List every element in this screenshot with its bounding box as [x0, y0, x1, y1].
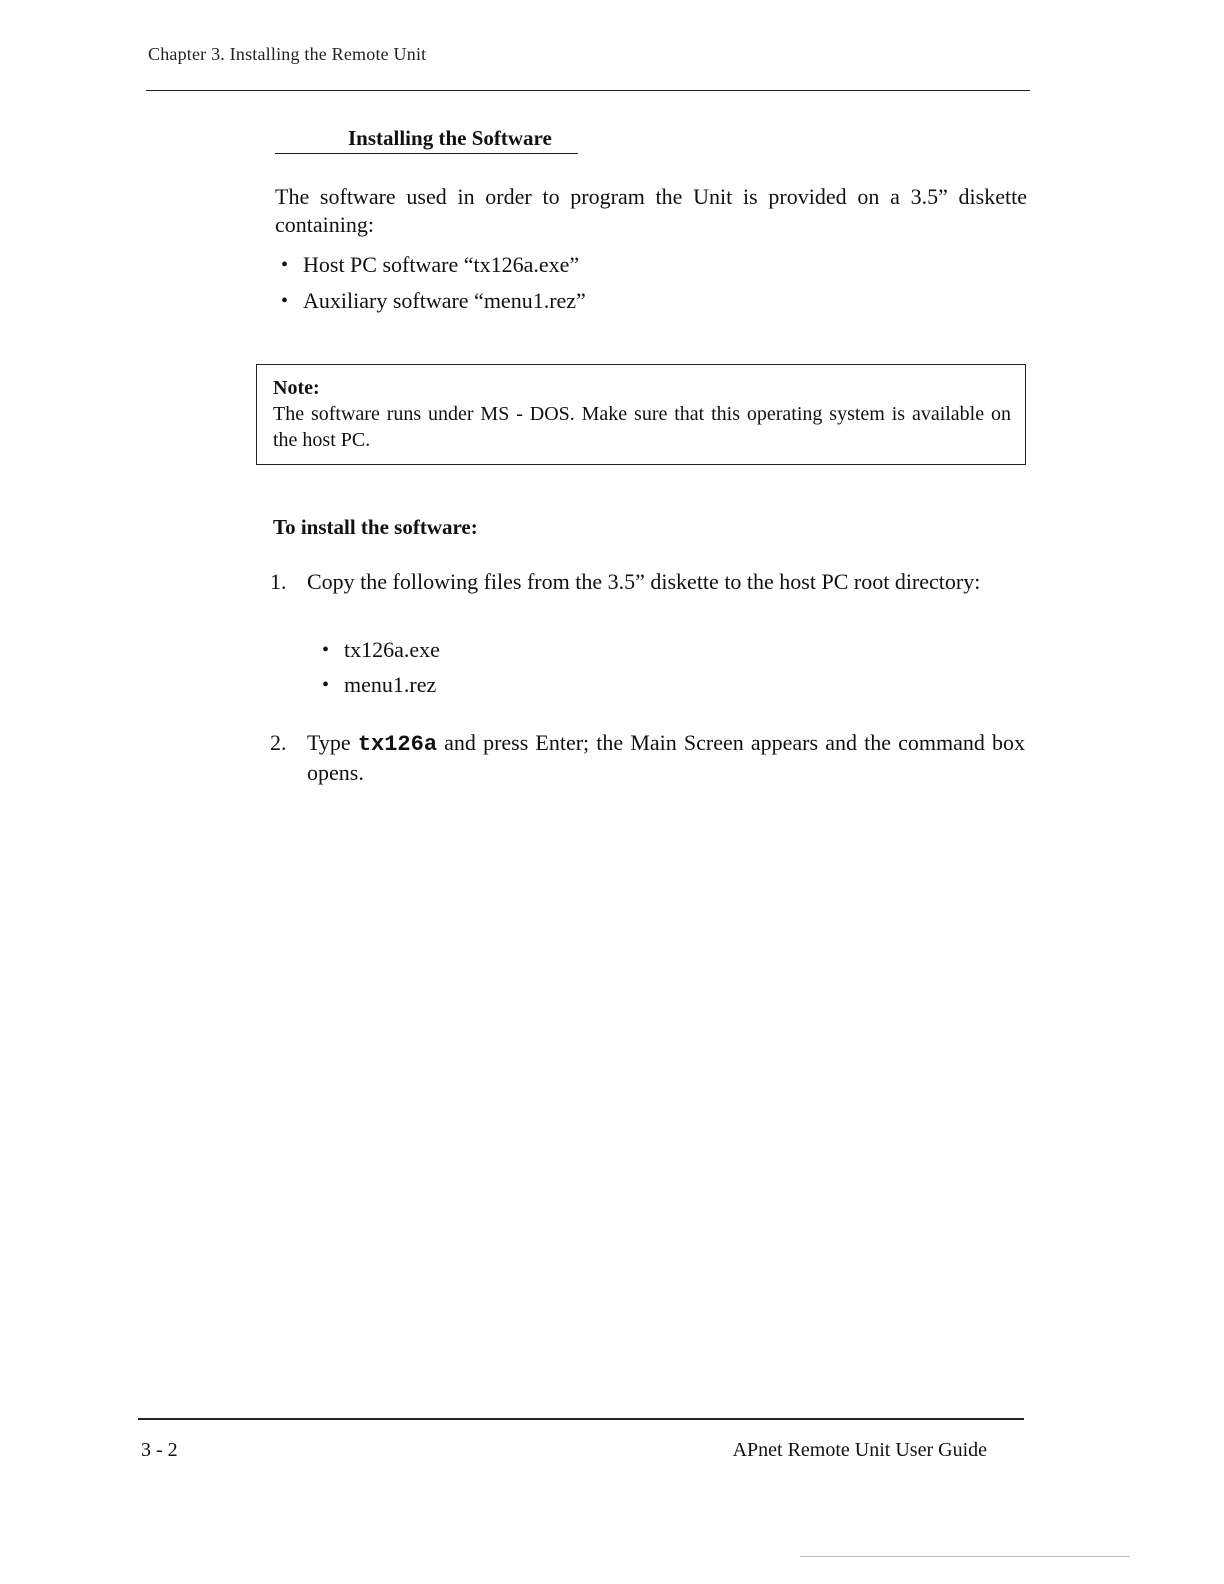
header-rule	[146, 90, 1030, 91]
footer-document-title: APnet Remote Unit User Guide	[732, 1439, 987, 1461]
scan-edge-line	[800, 1556, 1130, 1557]
list-item: • Auxiliary software “menu1.rez”	[281, 287, 586, 315]
step-text-after: and press Enter; the Main Screen appears and the command box opens.	[307, 730, 1026, 785]
step-2	[270, 729, 1025, 787]
step-1	[270, 568, 1025, 596]
list-item: • tx126a.exe	[322, 636, 440, 664]
page-number: 3 - 2	[141, 1439, 178, 1461]
step-number: 2.	[270, 730, 287, 755]
running-header: Chapter 3. Installing the Remote Unit	[148, 44, 427, 64]
intro-paragraph: The software used in order to program the Unit is provided on a 3.5” diskette containing:	[275, 184, 1027, 237]
note-box	[256, 364, 1026, 465]
list-item: • menu1.rez	[322, 671, 440, 699]
section-heading	[275, 126, 578, 154]
step-text	[307, 729, 1025, 787]
file-list	[322, 636, 440, 706]
list-item: • Host PC software “tx126a.exe”	[281, 251, 586, 279]
step-number: 1.	[270, 569, 287, 594]
diskette-contents-list	[281, 251, 586, 323]
step-text: Copy the following files from the 3.5” diskette to the host PC root directory:	[307, 569, 981, 594]
step-text-before: Type	[307, 730, 358, 755]
command-text: tx126a	[357, 732, 438, 757]
procedure-heading: To install the software:	[273, 515, 478, 539]
footer-rule	[138, 1418, 1024, 1420]
note-text: The software runs under MS - DOS. Make sure that this operating system is available on the host PC.	[273, 403, 1011, 451]
note-title: Note:	[273, 377, 320, 399]
section-title: Installing the Software	[348, 126, 552, 150]
